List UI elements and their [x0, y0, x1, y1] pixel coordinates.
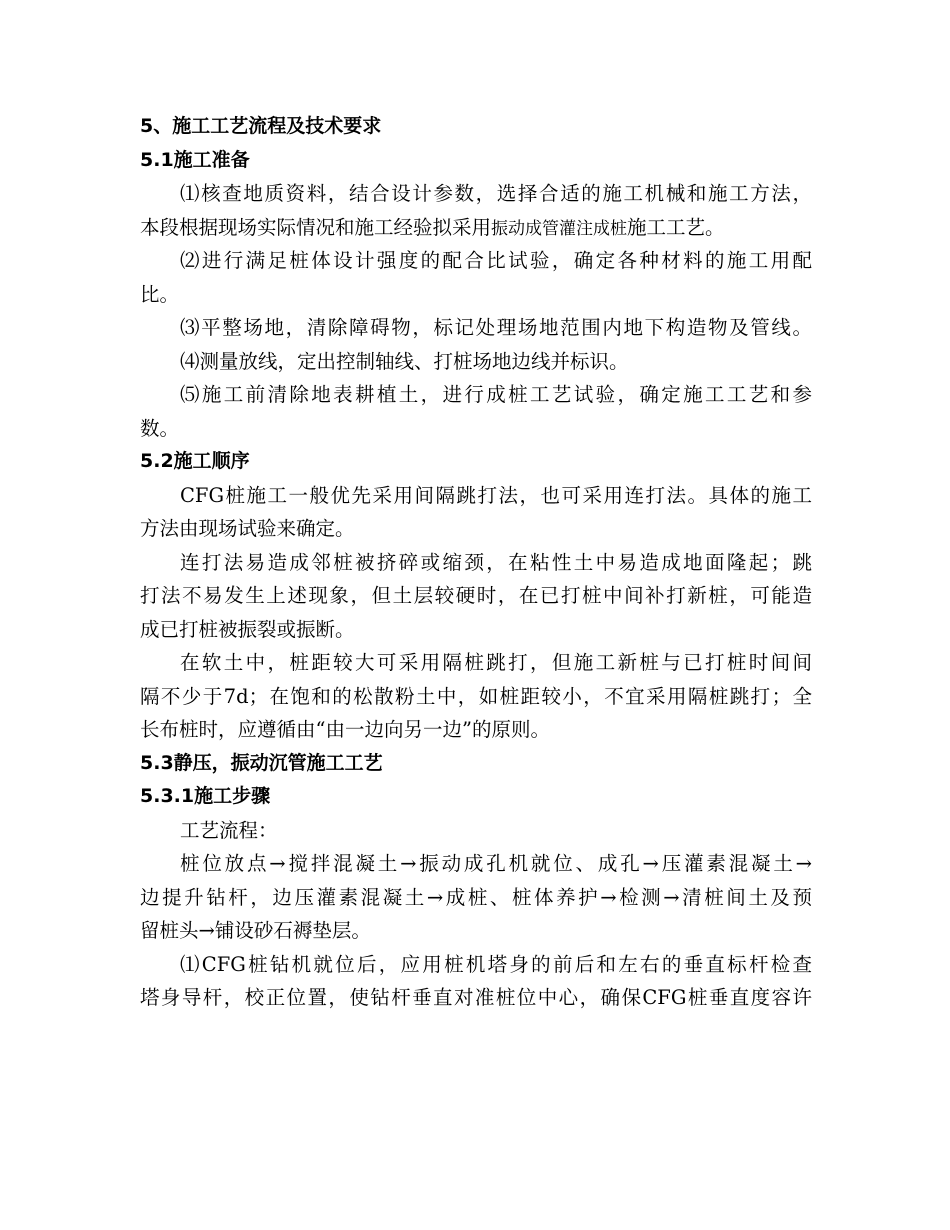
paragraph-9 — [140, 814, 812, 848]
paragraph-line: 打法不易发生上述现象，但土层较硬时，在已打桩中间补打新桩，可能造 — [140, 584, 812, 607]
section-heading-5-3: 5.3静压，振动沉管施工工艺 — [140, 751, 383, 774]
paragraph-10 — [140, 847, 812, 948]
text-run: 本段根据现场实际情况和施工经验拟采用 — [140, 215, 492, 239]
paragraph-line: 方法由现场试验来确定。 — [140, 517, 355, 540]
document-page — [140, 110, 812, 1015]
paragraph-line: 在软土中，桩距较大可采用隔桩跳打，但施工新桩与已打桩时间间 — [180, 651, 812, 674]
paragraph-line: ⑷测量放线，定出控制轴线、打桩场地边线并标识。 — [180, 349, 629, 373]
text-run: 施工工艺。 — [627, 215, 725, 239]
paragraph-3 — [140, 311, 812, 345]
paragraph-line: 塔身导杆，校正位置，使钻杆垂直对准桩位中心，确保CFG桩垂直度容许 — [140, 986, 812, 1009]
paragraph-line: 桩位放点→搅拌混凝土→振动成孔机就位、成孔→压灌素混凝土→ — [180, 852, 812, 875]
paragraph-2 — [140, 244, 812, 311]
section-heading-5-2: 5.2施工顺序 — [140, 450, 250, 472]
paragraph-line: 连打法易造成邻桩被挤碎或缩颈，在粘性土中易造成地面隆起；跳 — [180, 550, 812, 574]
paragraph-line: 比。 — [140, 282, 180, 306]
paragraph-line: ⑴核查地质资料，结合设计参数，选择合适的施工机械和施工方法， — [180, 182, 812, 205]
paragraph-6 — [140, 479, 812, 546]
paragraph-7 — [140, 546, 812, 647]
paragraph-line: CFG桩施工一般优先采用间隔跳打法，也可采用连打法。具体的施工 — [180, 483, 812, 507]
text-run-small: 振动成管灌注成桩 — [491, 218, 628, 239]
paragraph-line: 工艺流程： — [180, 818, 278, 842]
paragraph-line: ⑵进行满足桩体设计强度的配合比试验，确定各种材料的施工用配 — [180, 249, 812, 272]
paragraph-line: 数。 — [140, 416, 180, 440]
paragraph-5 — [140, 378, 812, 445]
paragraph-line: 长布桩时，应遵循由“由一边向另一边”的原则。 — [140, 718, 550, 741]
section-heading-5-3-1: 5.3.1施工步骤 — [140, 785, 271, 807]
paragraph-line: ⑶平整场地，清除障碍物，标记处理场地范围内地下构造物及管线。 — [180, 316, 812, 339]
paragraph-1 — [140, 177, 812, 244]
paragraph-8 — [140, 646, 812, 747]
section-heading-5-1: 5.1施工准备 — [140, 148, 250, 171]
paragraph-line: 隔不少于7d；在饱和的松散粉土中，如桩距较小，不宜采用隔桩跳打；全 — [140, 684, 812, 708]
paragraph-line: 边提升钻杆，边压灌素混凝土→成桩、桩体养护→检测→清桩间土及预 — [140, 885, 812, 909]
paragraph-11 — [140, 948, 812, 1015]
paragraph-line: ⑸施工前清除地表耕植土，进行成桩工艺试验，确定施工工艺和参 — [180, 383, 812, 406]
paragraph-line: 成已打桩被振裂或振断。 — [140, 617, 355, 641]
paragraph-line: ⑴CFG桩钻机就位后，应用桩机塔身的前后和左右的垂直标杆检查 — [180, 952, 812, 976]
paragraph-4 — [140, 345, 812, 379]
section-heading-5: 5、施工工艺流程及技术要求 — [140, 115, 382, 137]
paragraph-line — [140, 211, 812, 245]
paragraph-line: 留桩头→铺设砂石褥垫层。 — [140, 919, 371, 942]
